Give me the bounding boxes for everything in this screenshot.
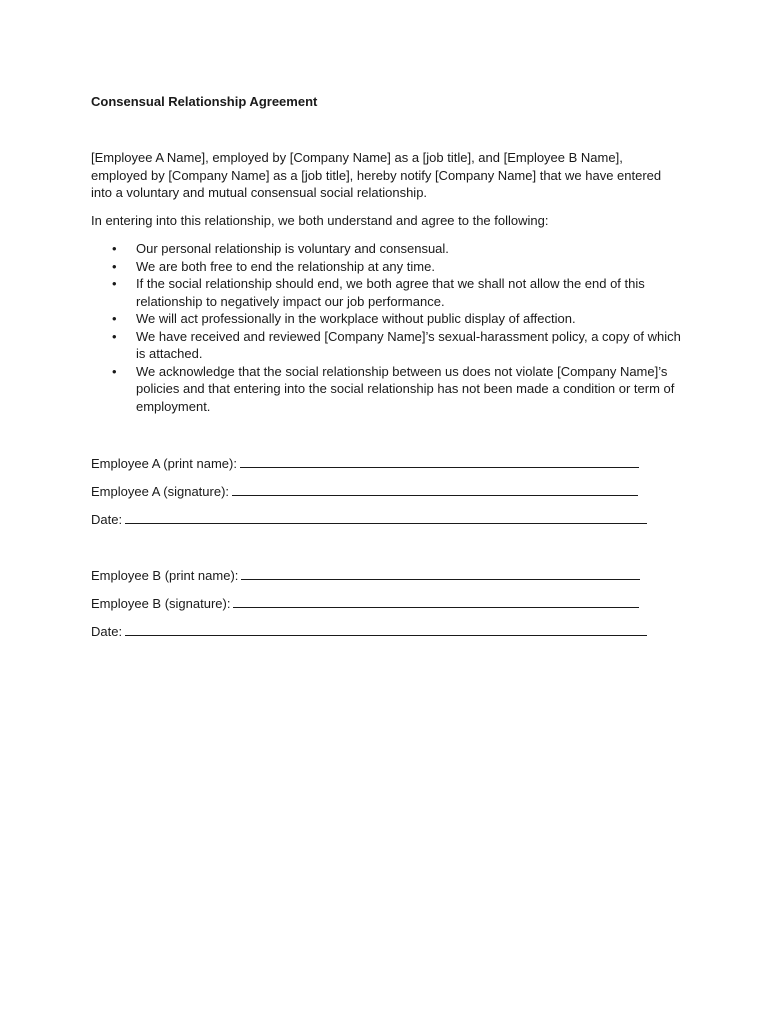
employee-a-date-label: Date: [91, 512, 123, 527]
bullet-icon: • [112, 328, 117, 344]
agreement-terms-list [91, 240, 691, 415]
employee-a-date-blank[interactable] [125, 511, 647, 524]
list-item [91, 240, 691, 258]
employee-b-date-label: Date: [91, 624, 123, 639]
term-text: We acknowledge that the social relationship between us does not violate [Company Name]’s policies and that entering into the social relationship has not been made a condition or term of employment. [136, 363, 675, 414]
employee-a-print-name-line[interactable] [91, 455, 639, 472]
bullet-icon: • [112, 258, 117, 274]
employee-b-signature-blank[interactable] [233, 595, 639, 608]
employee-b-print-name-blank[interactable] [241, 567, 640, 580]
bullet-icon: • [112, 311, 117, 326]
employee-a-signature-line[interactable] [91, 483, 638, 500]
agreement-lead-in: In entering into this relationship, we both understand and agree to the following: [91, 213, 549, 228]
document-title: Consensual Relationship Agreement [91, 94, 318, 109]
employee-a-print-name-label: Employee A (print name): [91, 456, 237, 471]
employee-b-print-name-line[interactable] [91, 567, 640, 584]
list-item [91, 363, 691, 416]
term-text: If the social relationship should end, we both agree that we shall not allow the end of this relationship to negatively impact our job performance. [136, 276, 645, 309]
list-item [91, 258, 691, 276]
list-item [91, 275, 691, 310]
employee-a-signature-blank[interactable] [232, 483, 638, 496]
intro-paragraph: [Employee A Name], employed by [Company Name] as a [job title], and [Employee B Name], employed by [Company Name] as a [job title], hereby notify [Company Name] that we have entered into a voluntary and mutual consensual social relationship. [91, 150, 662, 200]
list-item [91, 310, 691, 328]
term-text: We are both free to end the relationship at any time. [136, 258, 435, 274]
bullet-icon: • [112, 276, 117, 291]
employee-b-signature-label: Employee B (signature): [91, 596, 231, 611]
term-text: We will act professionally in the workplace without public display of affection. [136, 311, 576, 326]
employee-b-date-line[interactable] [91, 623, 647, 640]
term-text: Our personal relationship is voluntary and consensual. [136, 241, 449, 256]
employee-b-print-name-label: Employee B (print name): [91, 568, 239, 583]
employee-a-date-line[interactable] [91, 511, 647, 528]
employee-a-signature-label: Employee A (signature): [91, 484, 230, 499]
bullet-icon: • [112, 363, 117, 379]
list-item [91, 328, 691, 363]
employee-b-signature-line[interactable] [91, 595, 639, 612]
employee-a-print-name-blank[interactable] [240, 455, 639, 468]
term-text: We have received and reviewed [Company Name]’s sexual-harassment policy, a copy of which is attached. [136, 328, 681, 361]
employee-b-date-blank[interactable] [125, 623, 647, 636]
bullet-icon: • [112, 241, 117, 256]
